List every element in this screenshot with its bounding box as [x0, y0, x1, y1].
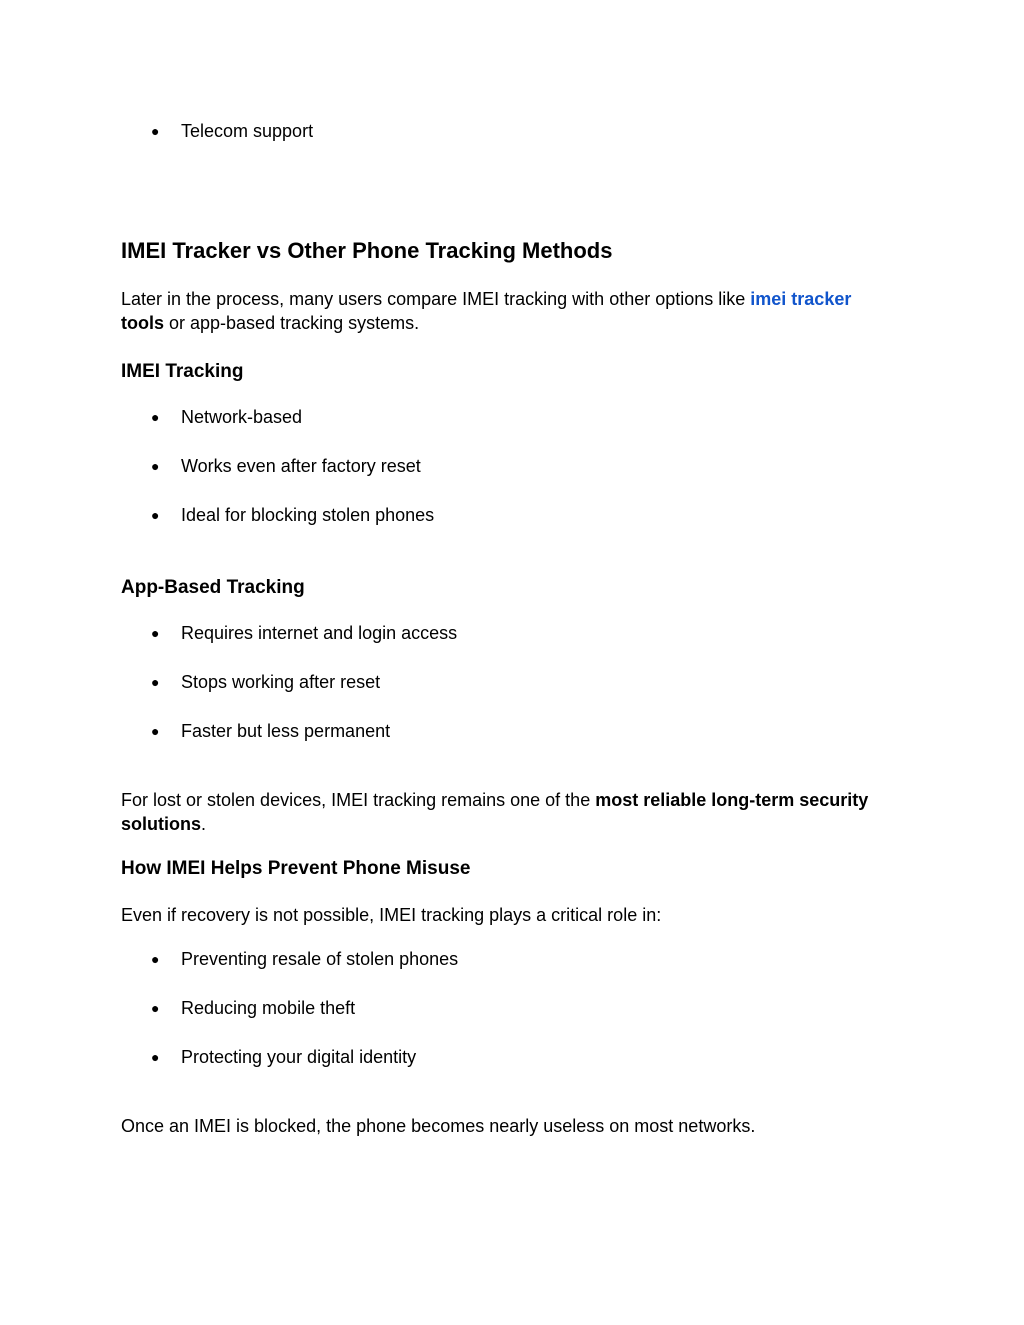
conclusion-text-end: . — [201, 814, 207, 834]
bullet-icon: ● — [151, 723, 160, 739]
list-item — [151, 1045, 416, 1069]
intro-paragraph — [121, 287, 911, 335]
list-item-text: Works even after factory reset — [181, 456, 421, 476]
bullet-icon: ● — [151, 409, 160, 425]
bullet-icon: ● — [151, 674, 160, 690]
list-item-text: Reducing mobile theft — [181, 998, 356, 1018]
list-item — [151, 621, 457, 645]
intro-bold-text: tools — [121, 313, 164, 333]
list-item-text: Stops working after reset — [181, 672, 381, 692]
list-item-text: Protecting your digital identity — [181, 1047, 417, 1067]
intro-text: Later in the process, many users compare IMEI tracking with other options like — [121, 289, 751, 309]
list-item — [151, 996, 355, 1020]
list-item — [151, 503, 434, 527]
list-item-text: Requires internet and login access — [181, 623, 458, 643]
subheading-prevent-misuse: How IMEI Helps Prevent Phone Misuse — [121, 858, 471, 879]
list-item-text: Preventing resale of stolen phones — [181, 949, 459, 969]
subheading-app-tracking: App-Based Tracking — [121, 577, 305, 598]
closing-paragraph: Once an IMEI is blocked, the phone becomes nearly useless on most networks. — [121, 1116, 756, 1136]
prevent-intro: Even if recovery is not possible, IMEI tracking plays a critical role in: — [121, 905, 662, 925]
imei-tracker-link[interactable]: imei tracker — [750, 289, 852, 309]
conclusion-bold-text: most reliable long-term security solutions — [121, 790, 869, 834]
bullet-icon: ● — [151, 1000, 160, 1016]
subheading-imei-tracking: IMEI Tracking — [121, 361, 244, 382]
conclusion-text: For lost or stolen devices, IMEI tracking remains one of the — [121, 790, 596, 810]
bullet-icon: ● — [151, 458, 160, 474]
list-item-text: Telecom support — [181, 121, 314, 141]
list-item-text: Faster but less permanent — [181, 721, 391, 741]
list-item — [151, 454, 421, 478]
list-item-text: Network-based — [181, 407, 303, 427]
list-item-text: Ideal for blocking stolen phones — [181, 505, 435, 525]
list-item — [151, 719, 390, 743]
bullet-icon: ● — [151, 625, 160, 641]
intro-text-end: or app-based tracking systems. — [164, 313, 420, 333]
bullet-icon: ● — [151, 1049, 160, 1065]
section-heading: IMEI Tracker vs Other Phone Tracking Methods — [121, 238, 613, 263]
list-item — [151, 119, 313, 143]
bullet-icon: ● — [151, 951, 160, 967]
bullet-icon: ● — [151, 123, 160, 139]
list-item — [151, 405, 302, 429]
list-item — [151, 947, 458, 971]
bullet-icon: ● — [151, 507, 160, 523]
conclusion-paragraph — [121, 788, 911, 836]
list-item — [151, 670, 380, 694]
